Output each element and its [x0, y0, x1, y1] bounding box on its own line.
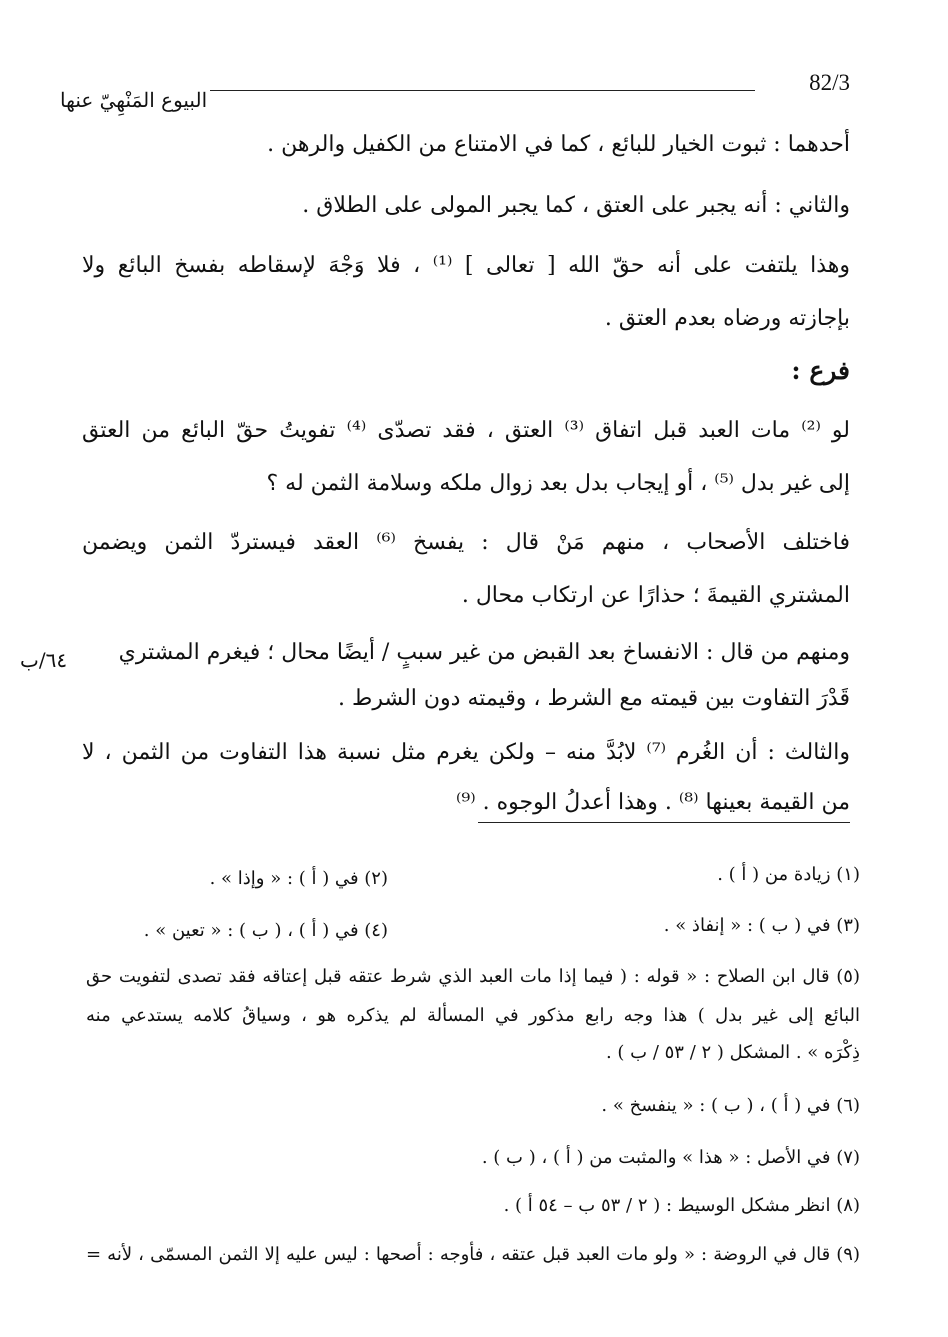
footnote-5-line-2: البائع إلى غير بدل ) هذا وجه رابع مذكور في المسألة لم يذكره هو ، وسياقُ كلامه يستدعي منه	[86, 1005, 860, 1026]
section-heading: فرع :	[791, 356, 850, 385]
footnote-7: (٧) في الأصل : « هذا » والمثبت من ( أ ) ، ( ب ) .	[481, 1147, 860, 1168]
footnote-separator	[478, 822, 850, 823]
page-number: 82/3	[809, 70, 850, 95]
manuscript-folio-note: ٦٤/ب	[20, 648, 68, 672]
body-line-1: أحدهما : ثبوت الخيار للبائع ، كما في الامتناع من الكفيل والرهن .	[267, 132, 850, 157]
body-line-8: فاختلف الأصحاب ، منهم مَنْ قال : يفسخ ⁽⁶⁾ العقد فيستردّ الثمن ويضمن	[82, 530, 850, 555]
body-line-7: إلى غير بدل ⁽⁵⁾ ، أو إيجاب بدل بعد زوال ملكه وسلامة الثمن له ؟	[266, 471, 850, 496]
footnote-1: (١) زيادة من ( أ ) .	[717, 864, 860, 885]
body-line-9: المشتري القيمةَ ؛ حذارًا عن ارتكاب محال .	[461, 583, 850, 608]
body-line-11: قَدْرَ التفاوت بين قيمته مع الشرط ، وقيمته دون الشرط .	[337, 686, 850, 711]
body-line-4: بإجازته ورضاه بعدم العتق .	[604, 306, 850, 331]
body-line-12: والثالث : أن الغُرم ⁽⁷⁾ لابُدَّ منه – ولكن يغرم مثل نسبة هذا التفاوت من الثمن ، لا	[82, 740, 850, 765]
body-line-6: لو ⁽²⁾ مات العبد قبل اتفاق ⁽³⁾ العتق ، فقد تصدّى ⁽⁴⁾ تفويتُ حقّ البائع من العتق	[82, 418, 850, 443]
body-line-3: وهذا يلتفت على أنه حقّ الله [ تعالى ] ⁽¹⁾ ، فلا وَجْهَ لإسقاطه بفسخ البائع ولا	[82, 253, 850, 278]
footnote-8: (٨) انظر مشكل الوسيط : ( ٢ / ٥٣ ب – ٥٤ أ ) .	[503, 1195, 860, 1216]
footnote-3: (٣) في ( ب ) : « إنفاذ » .	[663, 915, 860, 936]
body-line-10: ومنهم من قال : الانفساخ بعد القبض من غير سببٍ / أيضًا محال ؛ فيغرم المشتري	[118, 640, 850, 665]
footnote-5-line-1: (٥) قال ابن الصلاح : « قوله : ( فيما إذا مات العبد الذي شرط عتقه قبل إعتاقه فقد تصدى لتفويت حق	[86, 966, 860, 987]
body-line-13: من القيمة بعينها ⁽⁸⁾ . وهذا أعدلُ الوجوه . ⁽⁹⁾	[455, 790, 850, 815]
footnote-4: (٤) في ( أ ) ، ( ب ) : « تعين » .	[143, 920, 388, 941]
footnote-6: (٦) في ( أ ) ، ( ب ) : « ينفسخ » .	[601, 1095, 860, 1116]
running-title: البيوع المَنْهِيّ عنها	[60, 88, 208, 112]
footnote-5-line-3: ذِكْرَه » . المشكل ( ٢ / ٥٣ / ب ) .	[605, 1042, 860, 1063]
footnote-9: (٩) قال في الروضة : « ولو مات العبد قبل عتقه ، فأوجه : أصحها : ليس عليه إلا الثمن المسمّى ، لأنه =	[86, 1244, 860, 1265]
running-header	[60, 70, 850, 110]
header-rule	[210, 90, 755, 91]
body-line-2: والثاني : أنه يجبر على العتق ، كما يجبر المولى على الطلاق .	[302, 193, 850, 218]
footnote-2: (٢) في ( أ ) : « وإذا » .	[209, 868, 388, 889]
